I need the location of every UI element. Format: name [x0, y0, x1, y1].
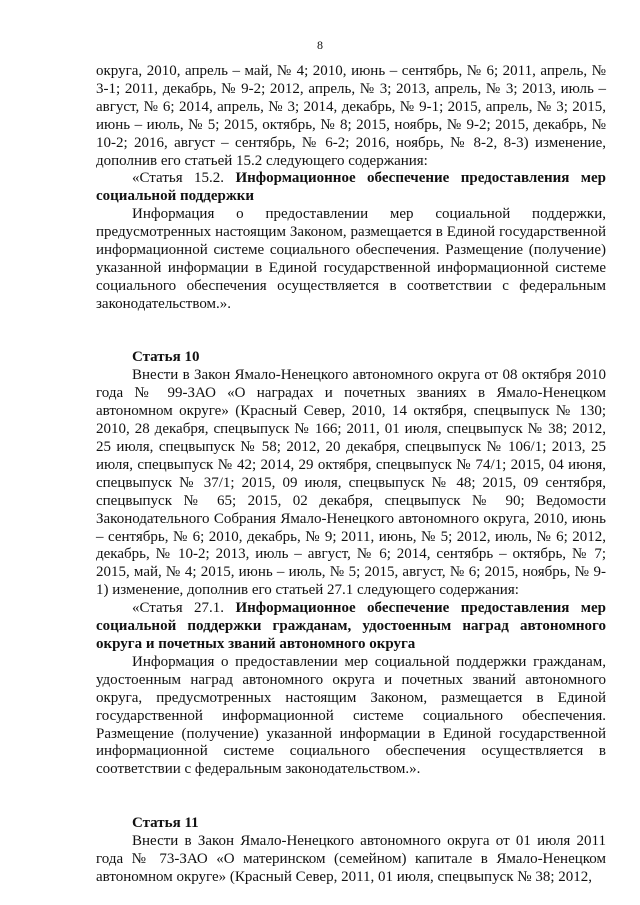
- article-10-text: Внести в Закон Ямало-Ненецкого автономного округа от 08 октября 2010 года № 99-ЗАО «О наградах и почетных званиях в Ямало-Ненецком автономном округе» (Красный Север, 2010, 14 октября, спецвыпуск № 130; 2010, 28 декабря, спецвыпуск № 166; 2011, 01 июля, спецвыпуск № 38; 2012, 25 июля, спецвыпуск № 58; 2012, 20 декабря, спецвыпуск № 106/1; 2013, 25 июля, спецвыпуск № 42; 2014, 29 октября, спецвыпуск № 74/1; 2015, 04 июня, спецвыпуск № 37/1; 2015, 09 июля, спецвыпуск № 48; 2015, 09 сентября, спецвыпуск № 65; 2015, 02 декабря, спецвыпуск № 90; Ведомости Законодательного Собрания Ямало-Ненецкого автономного округа, 2010, июнь – сентябрь, № 6; 2010, декабрь, № 9; 2011, июнь, № 5; 2012, июль, № 6; 2012, декабрь, № 10-2; 2013, июль – август, № 6; 2014, сентябрь – октябрь, № 7; 2015, май, № 4; 2015, июнь – июль, № 5; 2015, август, № 6; 2015, ноябрь, № 9-1) изменение, дополнив его статьей 27.1 следующего содержания:: [96, 367, 606, 599]
- article-27-1-title: Информационное обеспечение предоставления мер социальной поддержки гражданам, удостоенным наград автономного округа и почетных званий автономного округа: [96, 600, 606, 652]
- article-15-2-text: Информация о предоставлении мер социальной поддержки, предусмотренных настоящим Законом, размещается в Единой государственной информационной системе социального обеспечения. Размещение (получение) указанной информации в Единой государственной информационной системе социального обеспечения осуществляется в соответствии с федеральным законодательством.».: [96, 206, 606, 312]
- article-27-1-prefix: «Статья 27.1.: [132, 600, 236, 617]
- page-number: 8: [317, 38, 323, 52]
- document-body: [96, 63, 606, 887]
- spacer: [96, 797, 606, 815]
- article-27-1-heading-line: [96, 600, 606, 654]
- article-27-1-text: Информация о предоставлении мер социальной поддержки гражданам, удостоенным наград автономного округа и почетных званий автономного округа, предусмотренных настоящим Законом, размещается в Единой государственной информационной системе социального обеспечения. Размещение (получение) указанной информации в Единой государственной информационной системе социального обеспечения осуществляется в соответствии с федеральным законодательством.».: [96, 653, 606, 778]
- article-11-text: Внести в Закон Ямало-Ненецкого автономного округа от 01 июля 2011 года № 73-ЗАО «О материнском (семейном) капитале в Ямало-Ненецком автономном округе» (Красный Север, 2011, 01 июля, спецвыпуск № 38; 2012,: [96, 832, 606, 885]
- paragraph-continuation: округа, 2010, апрель – май, № 4; 2010, июнь – сентябрь, № 6; 2011, апрель, № 3-1; 2011, декабрь, № 9-2; 2012, апрель, № 3; 2013, апрель, № 3; 2013, июль – август, № 6; 2014, апрель, № 3; 2014, декабрь, № 9-1; 2015, апрель, № 3; 2015, июнь – июль, № 5; 2015, октябрь, № 8; 2015, ноябрь, № 9-2; 2015, декабрь, № 10-2; 2016, август – сентябрь, № 6-2; 2016, ноябрь, № 8-2, 8-3) изменение, дополнив его статьей 15.2 следующего содержания:: [96, 63, 606, 169]
- spacer: [96, 779, 606, 797]
- spacer: [96, 314, 606, 332]
- article-15-2-heading-line: [96, 170, 606, 206]
- spacer: [96, 332, 606, 350]
- article-11-heading: Статья 11: [132, 815, 199, 831]
- article-15-2-prefix: «Статья 15.2.: [132, 170, 236, 187]
- article-15-2-title: Информационное обеспечение предоставления мер социальной поддержки: [96, 170, 606, 205]
- article-10-heading: Статья 10: [132, 349, 200, 366]
